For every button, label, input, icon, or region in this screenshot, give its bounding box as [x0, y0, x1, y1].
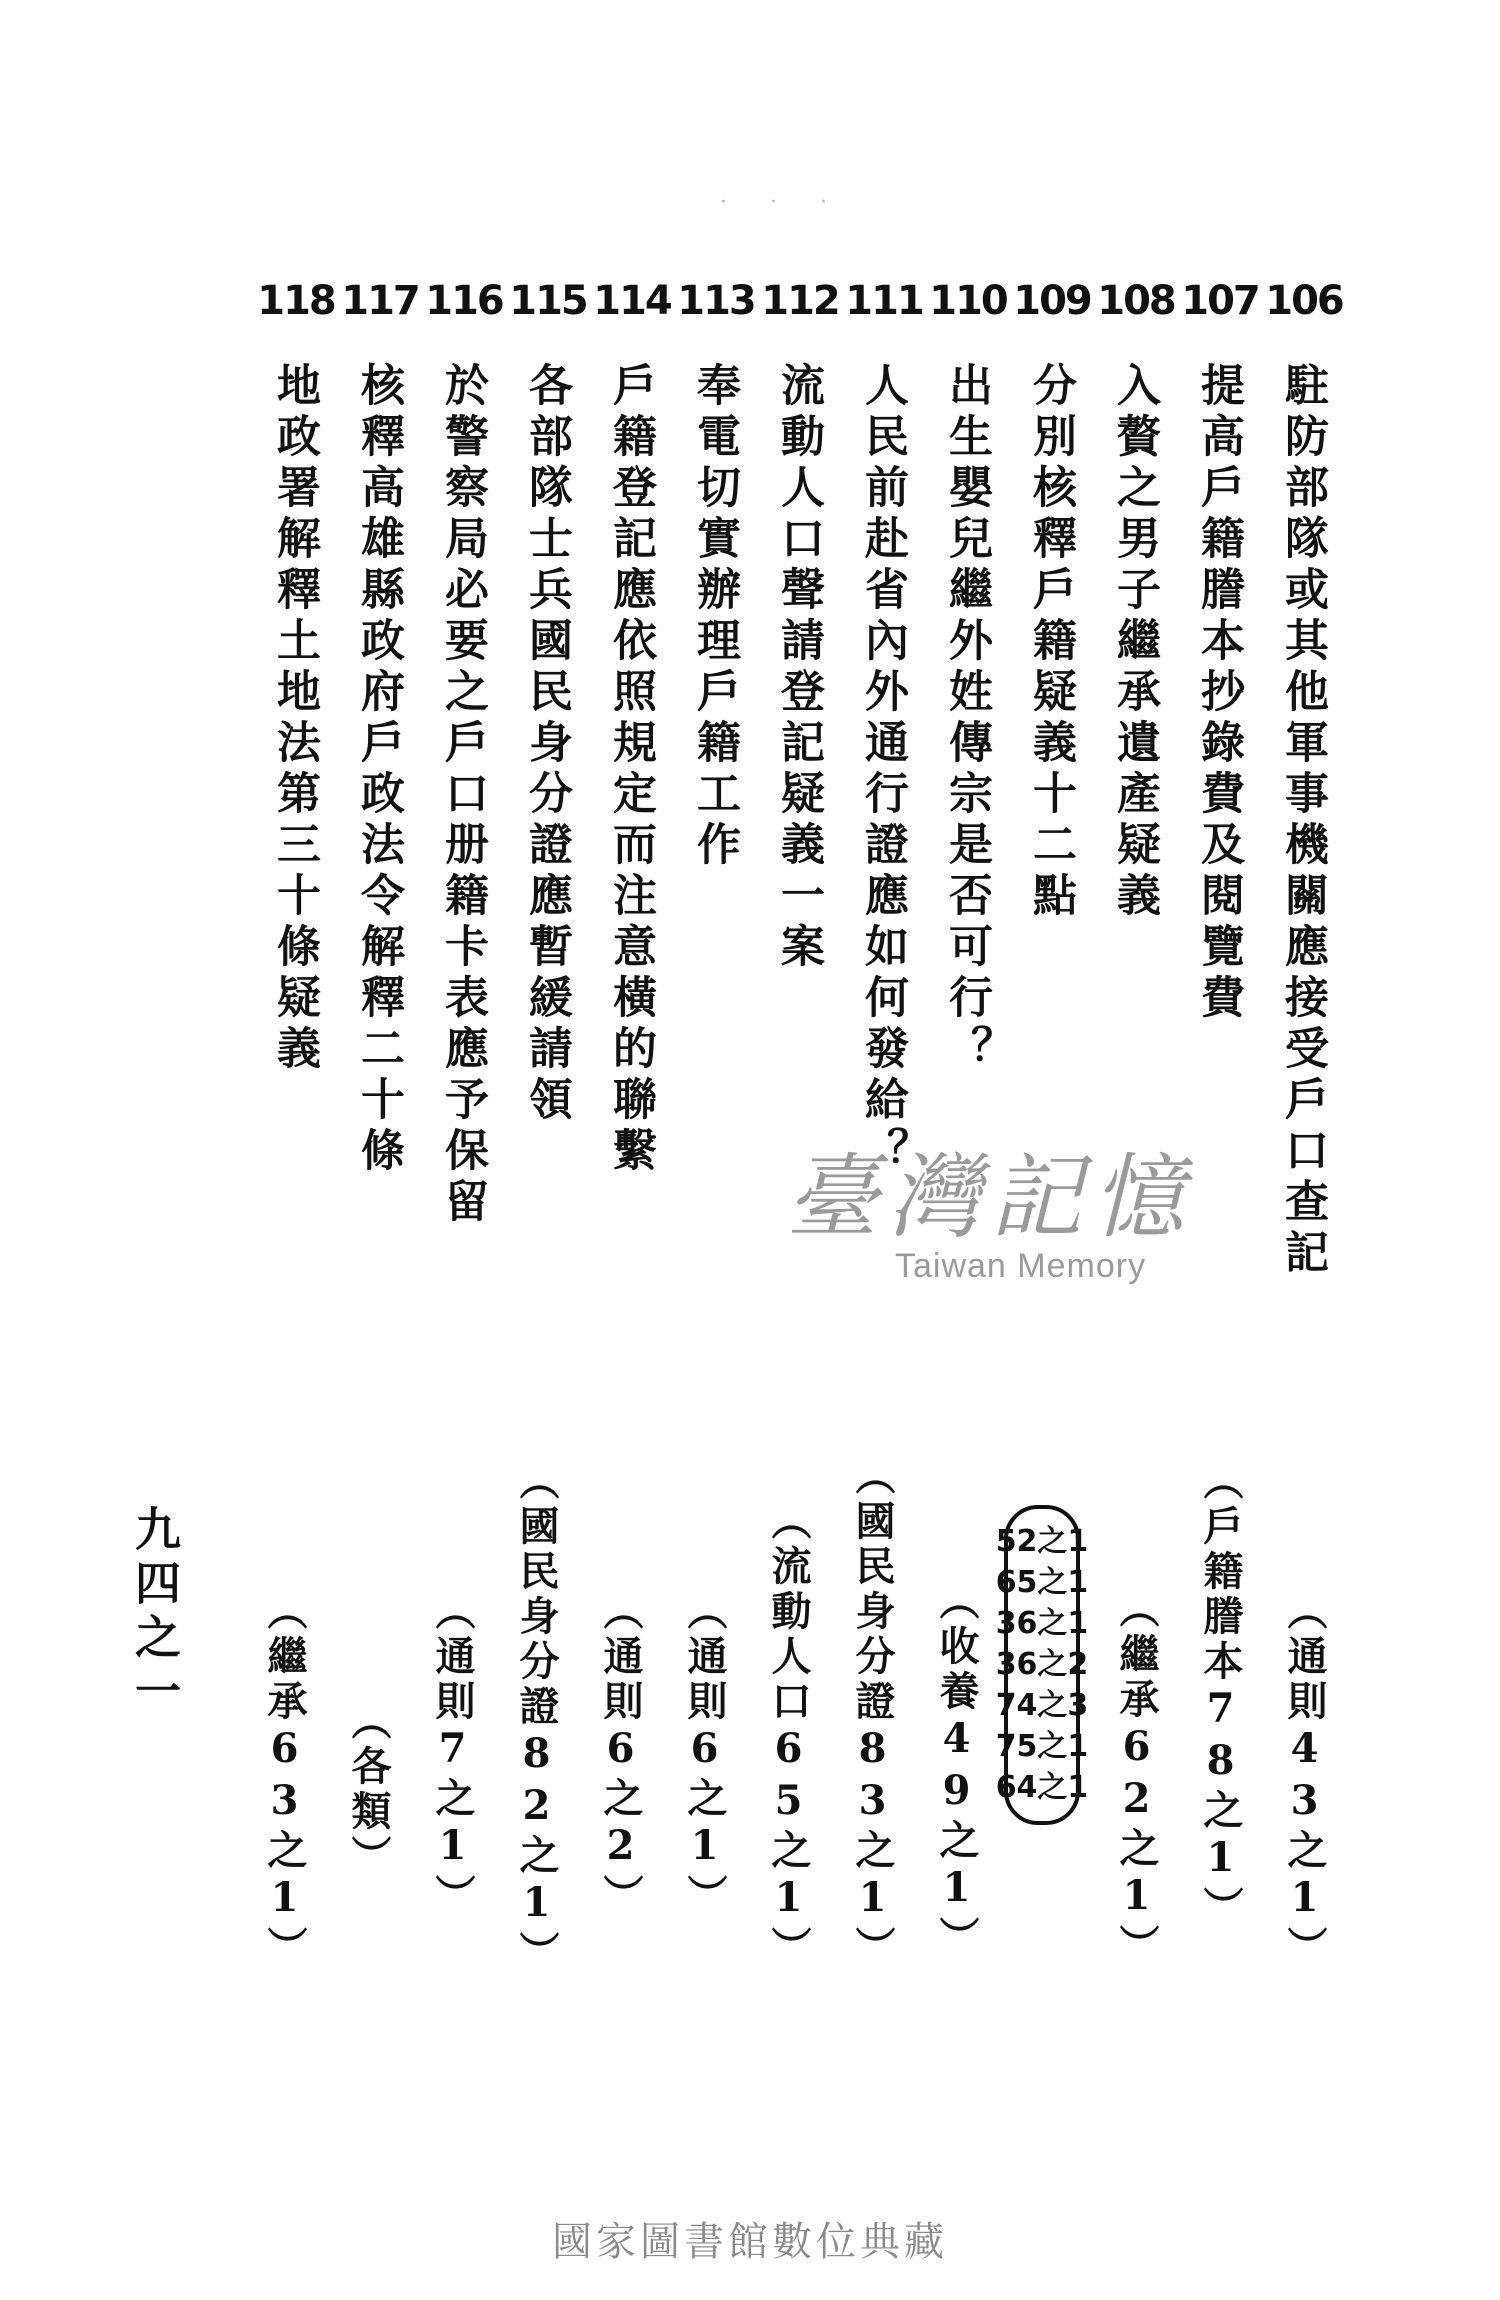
entry-title: 於警察局必要之戶口册籍卡表應予保留: [437, 362, 488, 1229]
page-number: 九四之一: [128, 1505, 182, 1721]
entry-number: 115: [509, 278, 587, 324]
reference-list-item: 65之1: [995, 1564, 1089, 1600]
scan-speckles: · · ·: [720, 190, 845, 215]
reference-list-item: 75之1: [995, 1729, 1089, 1765]
entry-number: 106: [1265, 278, 1343, 324]
watermark-chinese: 臺灣記憶: [785, 1144, 1194, 1251]
entry-reference: （各類）: [345, 1700, 392, 1880]
reference-list-item: 52之1: [995, 1523, 1089, 1559]
reference-list-item: 64之1: [995, 1770, 1089, 1806]
entry-number: 116: [425, 278, 503, 324]
entry-title: 流動人口聲請登記疑義一案: [773, 362, 824, 974]
entry-number: 113: [677, 278, 755, 324]
entry-reference: （通則6之2）: [597, 1590, 644, 1919]
entry-title: 戶籍登記應依照規定而注意橫的聯繫: [605, 362, 656, 1178]
reference-list-box: [995, 1505, 1089, 1825]
reference-list-item: 36之2: [995, 1646, 1089, 1682]
entry-title: 提高戶籍謄本抄錄費及閱覽費: [1193, 362, 1244, 1025]
entry-title: 各部隊士兵國民身分證應暫緩請領: [521, 362, 572, 1127]
entry-reference: （戶籍謄本78之1）: [1197, 1460, 1244, 1931]
entry-number: 108: [1097, 278, 1175, 324]
entry-reference: （通則6之1）: [681, 1590, 728, 1919]
entry-reference: （通則7之1）: [429, 1590, 476, 1919]
entry-number: 117: [341, 278, 419, 324]
reference-list-item: 36之1: [995, 1605, 1089, 1641]
watermark-logo: [745, 1144, 1235, 1286]
entry-title: 出生嬰兒繼外姓傳宗是否可行？: [941, 362, 992, 1076]
entry-reference: （流動人口65之1）: [765, 1500, 812, 1971]
entry-number: 109: [1013, 278, 1091, 324]
entry-reference: （收養49之1）: [933, 1580, 980, 1961]
footer-credit: 國家圖書館數位典藏: [552, 2219, 948, 2265]
reference-list-item: 74之3: [995, 1688, 1089, 1724]
entry-number: 112: [761, 278, 839, 324]
entry-title: 奉電切實辦理戶籍工作: [689, 362, 740, 872]
entry-title: 地政署解釋土地法第三十條疑義: [269, 362, 320, 1076]
entry-title: 入贅之男子繼承遺產疑義: [1109, 362, 1160, 923]
entry-title: 核釋高雄縣政府戶政法令解釋二十條: [353, 362, 404, 1178]
entry-number: 110: [929, 278, 1007, 324]
entry-reference: （繼承63之1）: [261, 1590, 308, 1971]
entry-number: 107: [1181, 278, 1259, 324]
watermark-english: Taiwan Memory: [895, 1246, 1147, 1285]
entry-number: 114: [593, 278, 671, 324]
entry-title: 人民前赴省內外通行證應如何發給？: [857, 362, 908, 1178]
entry-reference: （國民身分證82之1）: [513, 1460, 560, 1976]
entry-number: 111: [845, 278, 923, 324]
entry-title: 分別核釋戶籍疑義十二點: [1025, 362, 1076, 923]
entry-number: 118: [257, 278, 335, 324]
entry-reference: （通則43之1）: [1281, 1590, 1328, 1971]
entry-reference: （繼承62之1）: [1113, 1588, 1160, 1969]
entry-reference: （國民身分證83之1）: [849, 1455, 896, 1971]
entry-title: 駐防部隊或其他軍事機關應接受戶口查記: [1277, 362, 1328, 1280]
